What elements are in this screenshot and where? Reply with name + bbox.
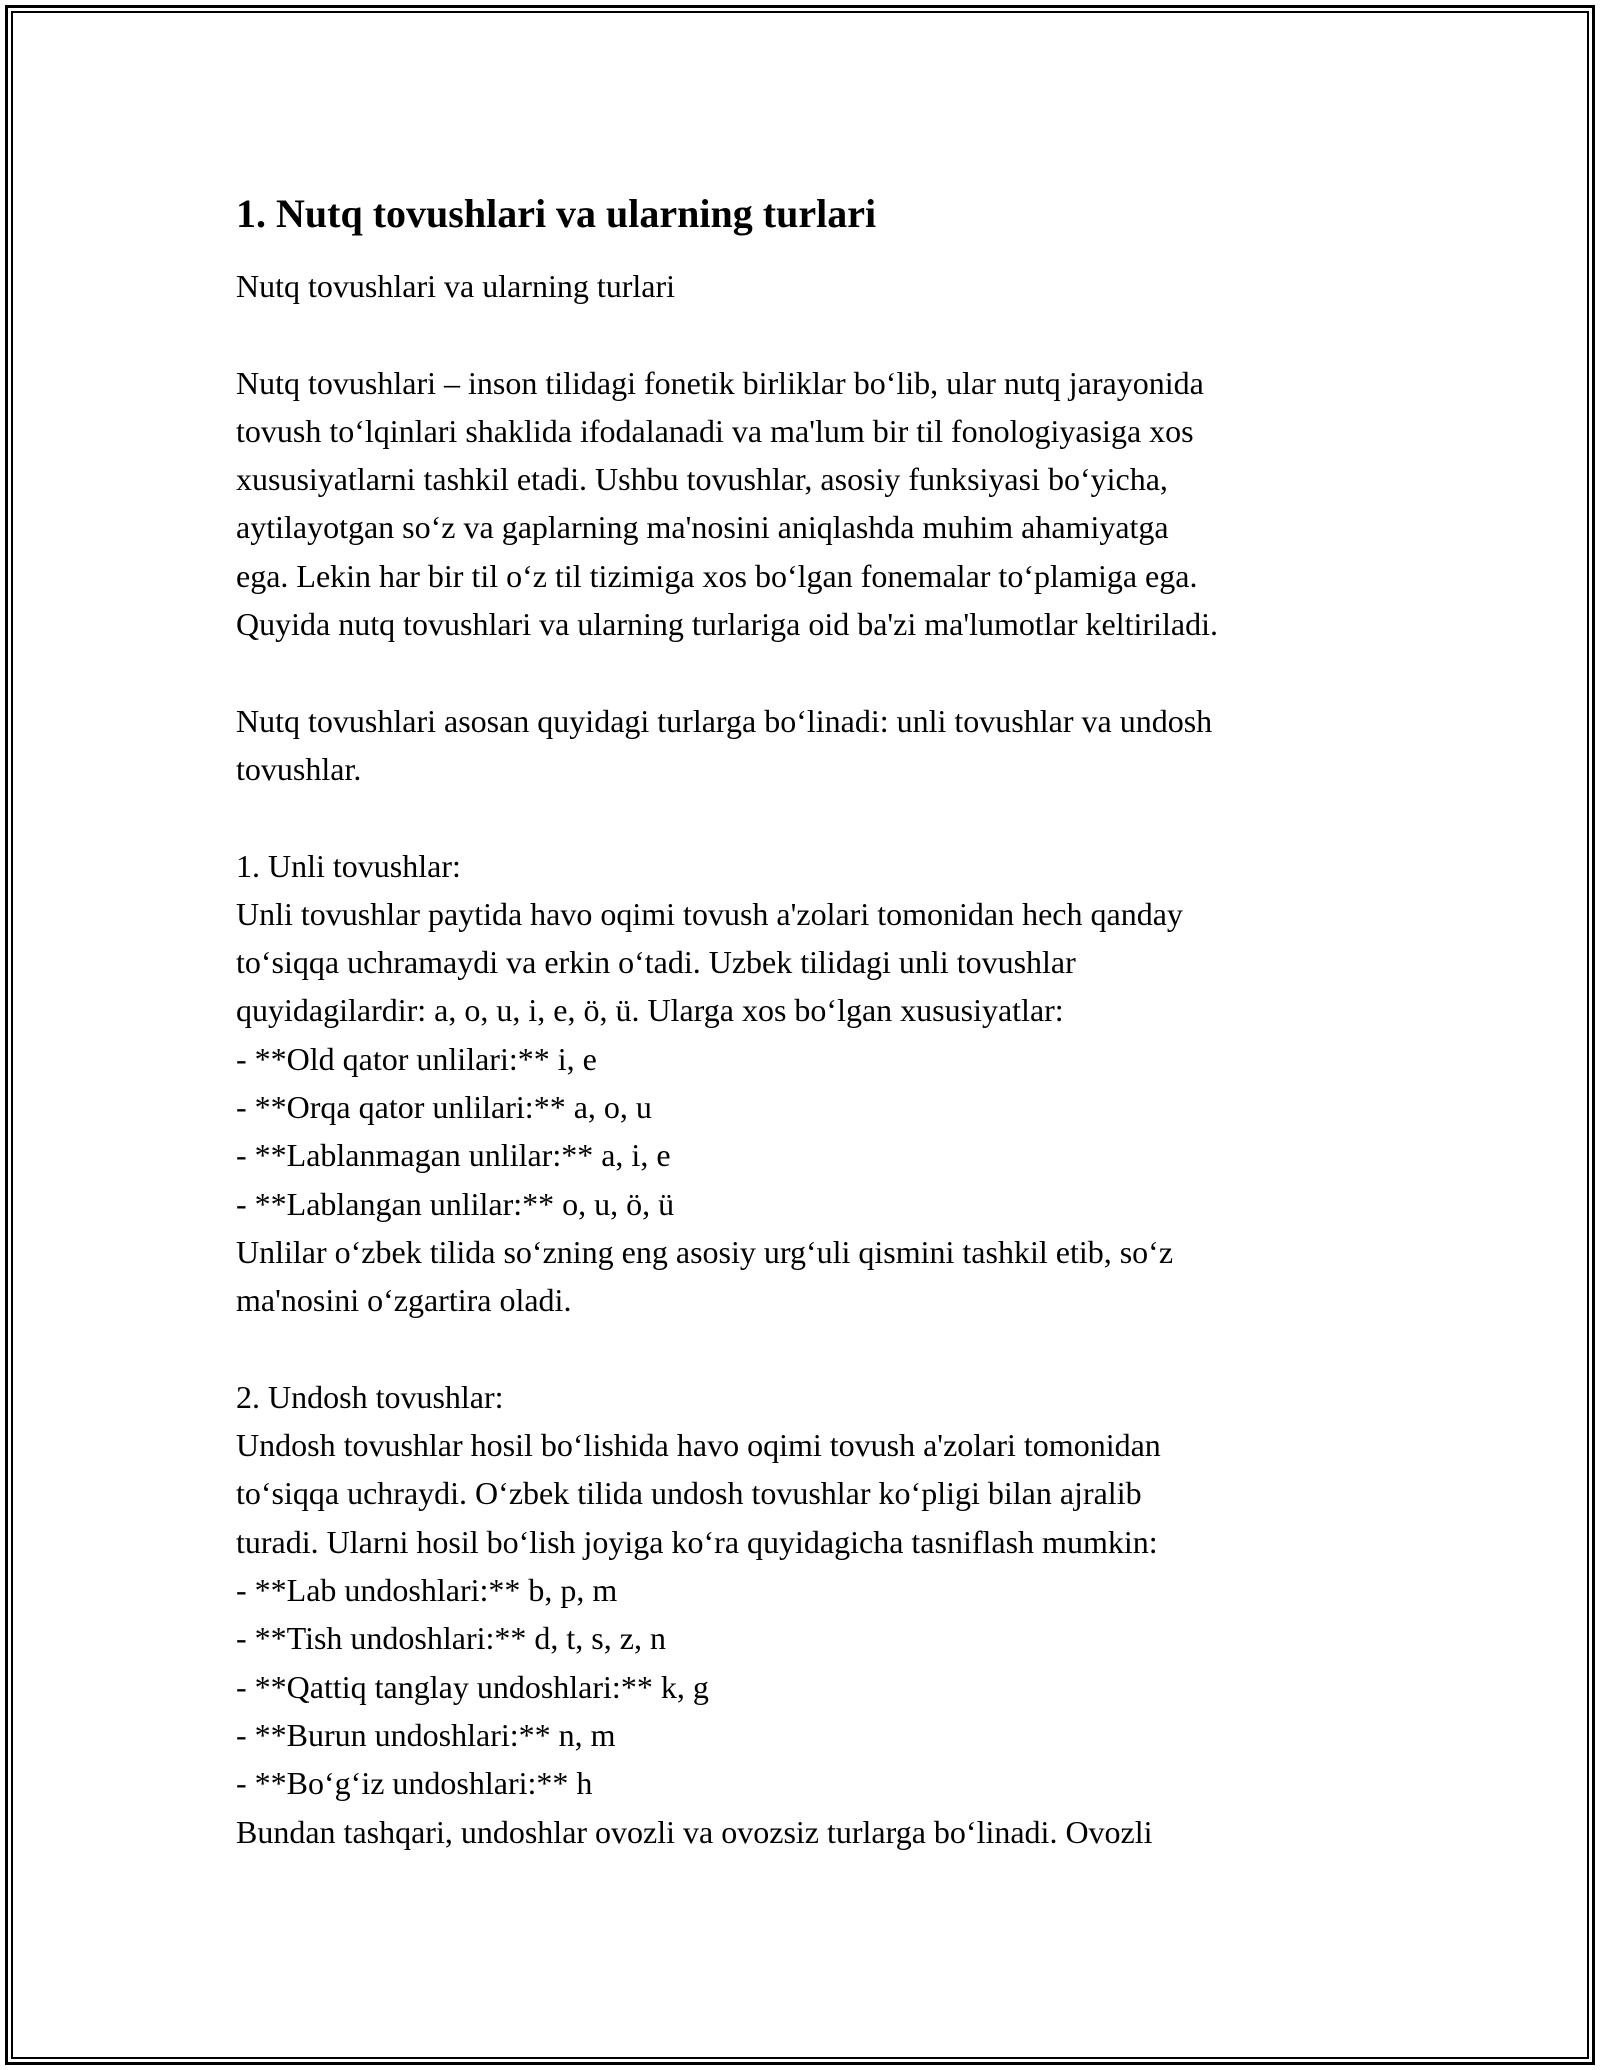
- text-line: - **Lablanmagan unlilar:** a, i, e: [236, 1137, 671, 1174]
- text-line: - **Lab undoshlari:** b, p, m: [236, 1572, 618, 1609]
- text-line: - **Tish undoshlari:** d, t, s, z, n: [236, 1620, 666, 1657]
- text-line: Unlilar o‘zbek tilida so‘zning eng asosiy urg‘uli qismini tashkil etib, so‘z: [236, 1233, 1174, 1270]
- text-line: Bundan tashqari, undoshlar ovozli va ovozsiz turlarga bo‘linadi. Ovozli: [236, 1813, 1153, 1850]
- document-title: 1. Nutq tovushlari va ularning turlari: [236, 191, 877, 236]
- text-line: quyidagilardir: a, o, u, i, e, ö, ü. Ularga xos bo‘lgan xususiyatlar:: [236, 992, 1064, 1029]
- text-line: 2. Undosh tovushlar:: [236, 1378, 504, 1415]
- text-line: aytilayotgan so‘z va gaplarning ma'nosini aniqlashda muhim ahamiyatga: [236, 509, 1169, 546]
- text-line: to‘siqqa uchramaydi va erkin o‘tadi. Uzbek tilidagi unli tovushlar: [236, 944, 1076, 981]
- text-line: - **Burun undoshlari:** n, m: [236, 1716, 616, 1753]
- text-line: ma'nosini o‘zgartira oladi.: [236, 1282, 572, 1319]
- text-line: tovushlar.: [236, 750, 362, 787]
- blank-line: [236, 310, 1416, 358]
- text-line: - **Orqa qator unlilari:** a, o, u: [236, 1089, 652, 1126]
- text-line: to‘siqqa uchraydi. O‘zbek tilida undosh tovushlar ko‘pligi bilan ajralib: [236, 1475, 1142, 1512]
- text-line: Undosh tovushlar hosil bo‘lishida havo oqimi tovush a'zolari tomonidan: [236, 1427, 1161, 1464]
- text-line: xususiyatlarni tashkil etadi. Ushbu tovushlar, asosiy funksiyasi bo‘yicha,: [236, 461, 1168, 498]
- document-text: [236, 262, 1416, 1856]
- text-line: Nutq tovushlari asosan quyidagi turlarga bo‘linadi: unli tovushlar va undosh: [236, 702, 1213, 739]
- text-line: turadi. Ularni hosil bo‘lish joyiga ko‘ra quyidagicha tasniflash mumkin:: [236, 1523, 1158, 1560]
- blank-line: [236, 648, 1416, 696]
- text-line: ega. Lekin har bir til o‘z til tizimiga xos bo‘lgan fonemalar to‘plamiga ega.: [236, 557, 1198, 594]
- blank-line: [236, 793, 1416, 841]
- text-line: 1. Unli tovushlar:: [236, 847, 461, 884]
- blank-line: [236, 1325, 1416, 1373]
- text-line: - **Lablangan unlilar:** o, u, ö, ü: [236, 1185, 675, 1222]
- text-line: tovush to‘lqinlari shaklida ifodalanadi va ma'lum bir til fonologiyasiga xos: [236, 412, 1194, 449]
- text-line: - **Bo‘g‘iz undoshlari:** h: [236, 1765, 593, 1802]
- text-line: Nutq tovushlari – inson tilidagi fonetik birliklar bo‘lib, ular nutq jarayonida: [236, 364, 1204, 401]
- text-line: - **Qattiq tanglay undoshlari:** k, g: [236, 1668, 709, 1705]
- document-body: [236, 186, 1416, 1856]
- text-line: Nutq tovushlari va ularning turlari: [236, 268, 676, 304]
- text-line: - **Old qator unlilari:** i, e: [236, 1040, 597, 1077]
- text-line: Quyida nutq tovushlari va ularning turlariga oid ba'zi ma'lumotlar keltiriladi.: [236, 606, 1218, 643]
- text-line: Unli tovushlar paytida havo oqimi tovush a'zolari tomonidan hech qanday: [236, 895, 1183, 932]
